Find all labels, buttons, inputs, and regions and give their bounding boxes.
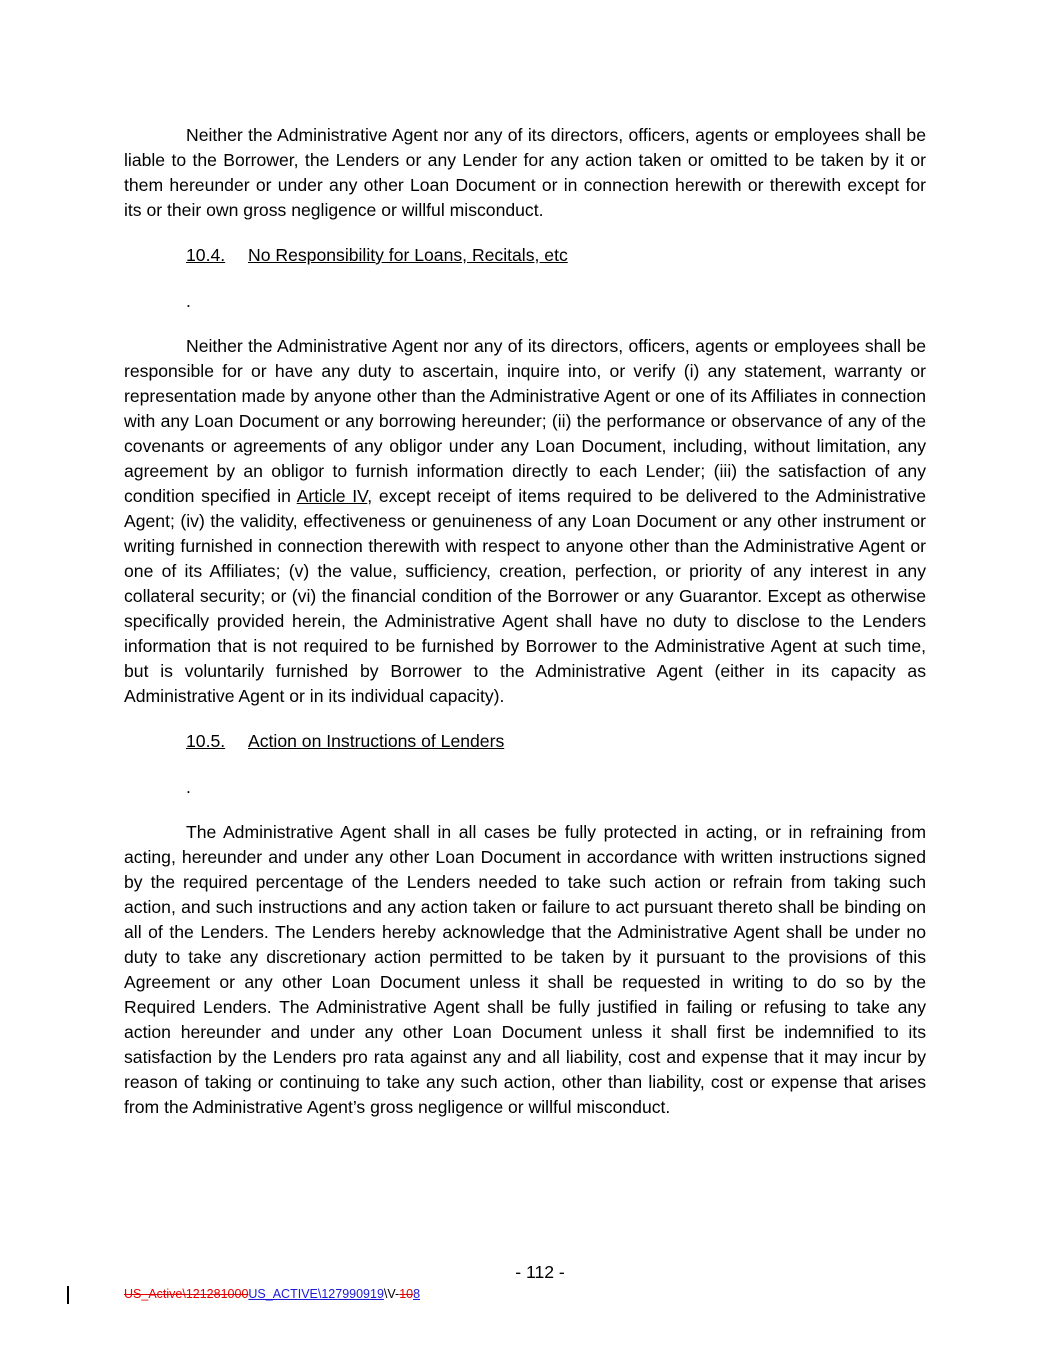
section-title: Action on Instructions of Lenders [248,731,505,751]
inserted-version: 8 [413,1287,421,1301]
change-bar [67,1286,69,1304]
paragraph-text: , except receipt of items required to be delivered to the Administrative Agent; (iv) the validity, effectiveness or genuineness of any Loan Document or any other instrument or writing furnished in connection therewith with respect to anyone other than the Administrative Agent or one of its Affiliates; (v) the value, sufficiency, creation, perfection, or priority of any interest in any collateral security; or (vi) the financial condition of the Borrower or any Guarantor. Except as otherwise specifically provided herein, the Administrative Agent shall have no duty to disclose to the Lenders information that is not required to be furnished by Borrower to the Administrative Agent at such time, but is voluntarily furnished by Borrower to the Administrative Agent (either in its capacity as Administrative Agent or in its individual capacity). [124,486,927,706]
inserted-document-id: US_ACTIVE\127990919 [248,1287,384,1301]
deleted-version: 10 [399,1287,414,1301]
paragraph-instructions: The Administrative Agent shall in all cases be fully protected in acting, or in refraining from acting, hereunder and under any other Loan Document in accordance with written instructions signed by the required percentage of the Lenders needed to take such action or refrain from taking such action, and such instructions and any action taken or failure to act pursuant thereto shall be binding on all of the Lenders. The Lenders hereby acknowledge that the Administrative Agent shall be under no duty to take any discretionary action permitted to be taken by it pursuant to the provisions of this Agreement or any other Loan Document unless it shall be requested in writing to do so by the Required Lenders. The Administrative Agent shall be fully justified in failing or refusing to take any action hereunder and under any other Loan Document unless it shall first be indemnified to its satisfaction by the Lenders pro rata against any and all liability, cost and expense that it may incur by reason of taking or continuing to take any such action, other than liability, cost or expense that arises from the Administrative Agent’s gross negligence or willful misconduct. [124,822,926,1117]
page-number: - 112 - [515,1262,565,1282]
section-heading-10-5 [186,729,926,754]
version-separator: \V- [383,1287,400,1301]
section-period: . [186,291,191,311]
deleted-document-id: US_Active\121281000 [124,1287,249,1301]
section-heading-10-4 [186,243,926,268]
section-period: . [186,777,191,797]
document-id-footer [124,1286,420,1302]
paragraph-no-responsibility [124,334,926,709]
section-number: 10.4. [186,245,226,265]
paragraph-liability: Neither the Administrative Agent nor any of its directors, officers, agents or employees shall be liable to the Borrower, the Lenders or any Lender for any action taken or omitted to be taken by it or them hereunder or under any other Loan Document or in connection herewith or therewith except for its or their own gross negligence or willful misconduct. [124,125,926,220]
section-title: No Responsibility for Loans, Recitals, etc [248,245,568,265]
section-number: 10.5. [186,731,226,751]
document-body [124,123,926,1140]
paragraph-text: Neither the Administrative Agent nor any of its directors, officers, agents or employees shall be responsible for or have any duty to ascertain, inquire into, or verify (i) any statement, warranty or representation made by anyone other than the Administrative Agent or one of its Affiliates in connection with any Loan Document or any borrowing hereunder; (ii) the performance or observance of any of the covenants or agreements of any obligor under any Loan Document, including, without limitation, any agreement by an obligor to furnish information directly to each Lender; (iii) the satisfaction of any condition specified in [124,336,926,506]
article-iv-reference: Article IV [296,486,368,506]
